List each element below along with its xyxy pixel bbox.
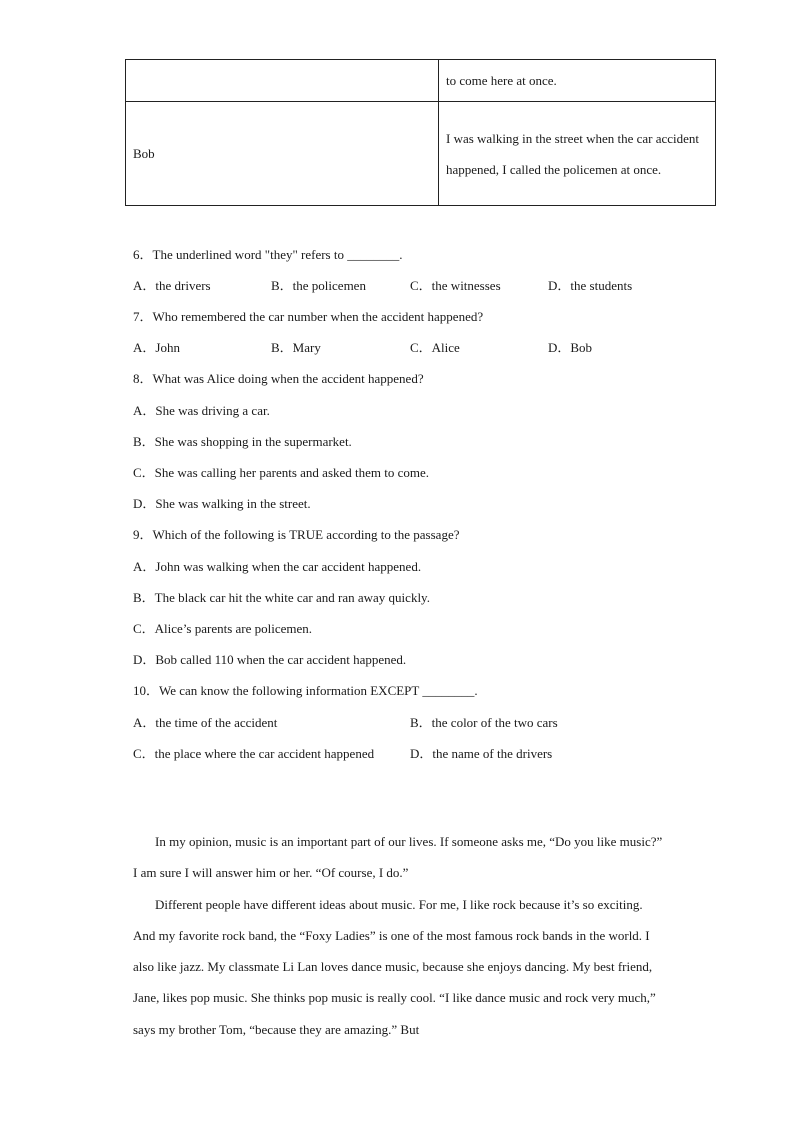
option-b: B．Mary: [271, 340, 321, 355]
option-a: A．She was driving a car.: [133, 403, 270, 418]
question-10: 10．We can know the following information EXCEPT ________.: [133, 683, 478, 698]
table-cell-name: Bob: [126, 102, 439, 206]
passage-paragraph: In my opinion, music is an important part of our lives. If someone asks me, “Do you like music?” I am sure I will answer him or her. “Of course, I do.”: [133, 834, 663, 881]
option-d: D．the students: [548, 278, 633, 293]
question-10-options-row2: [133, 744, 693, 764]
question-7: 7．Who remembered the car number when the accident happened?: [133, 309, 484, 324]
option-b: B．the policemen: [271, 278, 366, 293]
option-c: C．She was calling her parents and asked them to come.: [133, 465, 430, 480]
option-c: C．Alice: [410, 340, 460, 355]
reading-passage: [133, 826, 663, 1045]
option-b: B．The black car hit the white car and ran away quickly.: [133, 590, 430, 605]
option-c: C．Alice’s parents are policemen.: [133, 621, 313, 636]
question-6: 6．The underlined word "they" refers to ________.: [133, 247, 403, 262]
question-10-options-row1: [133, 713, 693, 733]
question-9: 9．Which of the following is TRUE according to the passage?: [133, 527, 460, 542]
option-a: A．John was walking when the car accident happened.: [133, 559, 422, 574]
option-d: D．the name of the drivers: [410, 746, 553, 761]
option-d: D．Bob called 110 when the car accident happened.: [133, 652, 407, 667]
option-a: A．the time of the accident: [133, 715, 278, 730]
option-a: A．John: [133, 340, 180, 355]
question-6-options: [133, 276, 693, 296]
table-cell-statement: I was walking in the street when the car accident happened, I called the policemen at once.: [439, 102, 716, 206]
table-cell-name: [126, 60, 439, 102]
option-b: B．the color of the two cars: [410, 715, 558, 730]
option-a: A．the drivers: [133, 278, 211, 293]
table-row: [126, 102, 716, 206]
witness-table: [125, 59, 716, 206]
option-c: C．the witnesses: [410, 278, 501, 293]
passage-paragraph: Different people have different ideas about music. For me, I like rock because it’s so exciting. And my favorite rock band, the “Foxy Ladies” is one of the most famous rock bands in the world. I also like jazz. My classmate Li Lan loves dance music, because she enjoys dancing. My best friend, Jane, likes pop music. She thinks pop music is really cool. “I like dance music and rock very much,” says my brother Tom, “because they are amazing.” But: [133, 896, 656, 1037]
question-7-options: [133, 338, 693, 358]
question-8: 8．What was Alice doing when the accident happened?: [133, 371, 424, 386]
option-d: D．Bob: [548, 340, 593, 355]
option-b: B．She was shopping in the supermarket.: [133, 434, 352, 449]
table-row: [126, 60, 716, 102]
option-c: C．the place where the car accident happened: [133, 746, 375, 761]
table-cell-statement: to come here at once.: [439, 60, 716, 102]
option-d: D．She was walking in the street.: [133, 496, 311, 511]
